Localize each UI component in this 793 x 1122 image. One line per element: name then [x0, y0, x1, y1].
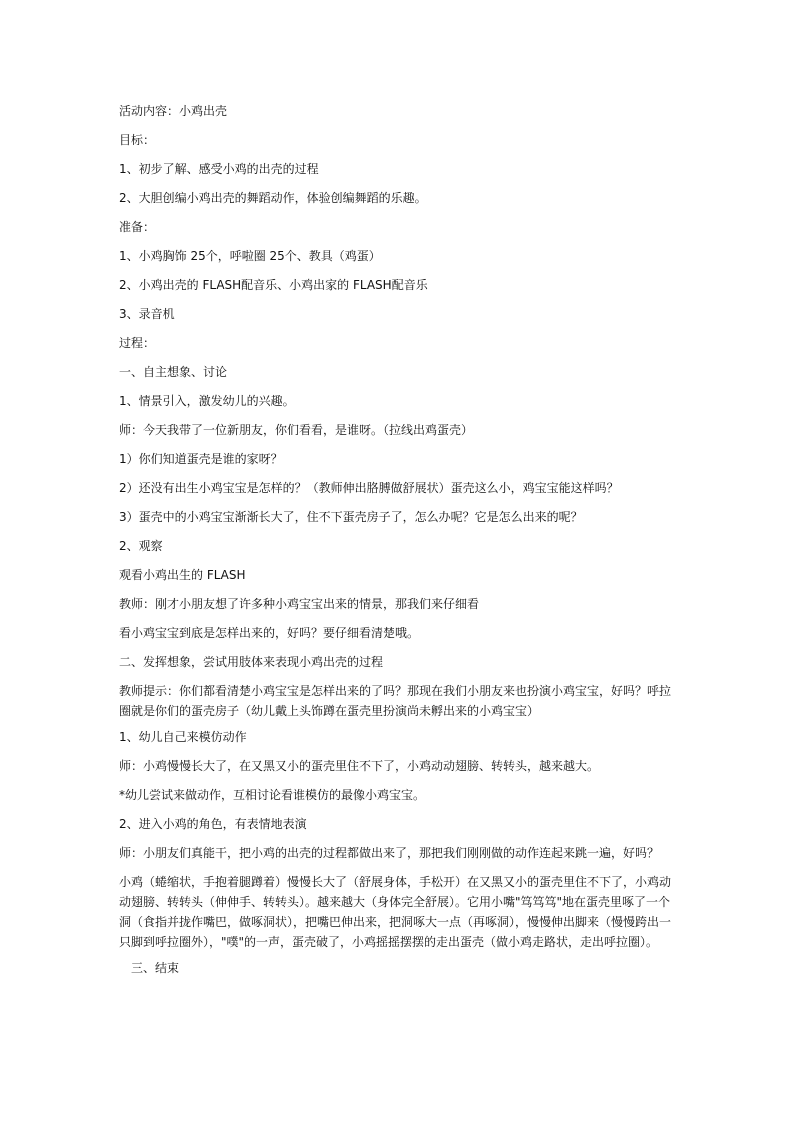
teacher-line-5: 师：小朋友们真能干，把小鸡的出壳的过程都做出来了，那把我们刚刚做的动作连起来跳一遍，好吗？ [119, 846, 660, 860]
watch-flash-line: 观看小鸡出生的 FLASH [119, 568, 246, 582]
preparation-item-1: 1、小鸡胸饰 25个，呼啦圈 25个、教具（鸡蛋） [119, 249, 381, 263]
teacher-prompt-paragraph: 教师提示：你们都看清楚小鸡宝宝是怎样出来的了吗？那现在我们小朋友来也扮演小鸡宝宝，好吗？呼拉圈就是你们的蛋壳房子（幼儿戴上头饰蹲在蛋壳里扮演尚未孵出来的小鸡宝宝） [119, 684, 672, 718]
question-2: 2）还没有出生小鸡宝宝是怎样的？（教师伸出胳膊做舒展状）蛋壳这么小，鸡宝宝能这样吗？ [119, 481, 619, 495]
activity-title: 活动内容：小鸡出壳 [119, 104, 228, 118]
section-one-item-1: 1、情景引入，激发幼儿的兴趣。 [119, 394, 295, 408]
preparation-item-2: 2、小鸡出壳的 FLASH配音乐、小鸡出家的 FLASH配音乐 [119, 278, 428, 292]
section-two-heading: 二、发挥想象，尝试用肢体来表现小鸡出壳的过程 [119, 655, 384, 669]
section-one-heading: 一、自主想象、讨论 [119, 365, 228, 379]
preparation-item-3: 3、录音机 [119, 307, 175, 321]
question-3: 3）蛋壳中的小鸡宝宝渐渐长大了，住不下蛋壳房子了，怎么办呢？它是怎么出来的呢？ [119, 510, 583, 524]
section-two-item-1: 1、幼儿自己来模仿动作 [119, 730, 247, 744]
goal-item-1: 1、初步了解、感受小鸡的出壳的过程 [119, 162, 319, 176]
question-1: 1）你们知道蛋壳是谁的家呀？ [119, 452, 283, 466]
performance-description-paragraph: 小鸡（蜷缩状，手抱着腿蹲着）慢慢长大了（舒展身体，手松开）在又黑又小的蛋壳里住不下了，小鸡动动翅膀、转转头（伸伸手、转转头）。越来越大（身体完全舒展）。它用小嘴"笃笃笃"地在蛋壳里啄了一个洞（食指并拢作嘴巴，做啄洞状），把嘴巴伸出来，把洞啄大一点（再啄洞），慢慢伸出脚来（慢慢跨出一只脚到呼拉圈外），"噗"的一声，蛋壳破了，小鸡摇摇摆摆的走出蛋壳（做小鸡走路状，走出呼拉圈）。 [119, 875, 672, 949]
section-two-item-2: 2、进入小鸡的角色，有表情地表演 [119, 817, 307, 831]
process-heading: 过程： [119, 336, 156, 350]
goals-heading: 目标： [119, 133, 156, 147]
goal-item-2: 2、大胆创编小鸡出壳的舞蹈动作，体验创编舞蹈的乐趣。 [119, 191, 427, 205]
document-body [119, 101, 679, 987]
teacher-line-2: 教师：刚才小朋友想了许多种小鸡宝宝出来的情景，那我们来仔细看 [119, 597, 480, 611]
section-three-heading: 三、结束 [131, 961, 180, 975]
preparation-heading: 准备： [119, 220, 156, 234]
teacher-line-1: 师：今天我带了一位新朋友，你们看看，是谁呀。（拉线出鸡蛋壳） [119, 423, 474, 437]
activity-note: *幼儿尝试来做动作，互相讨论看谁模仿的最像小鸡宝宝。 [119, 788, 426, 802]
teacher-line-3: 看小鸡宝宝到底是怎样出来的，好吗？要仔细看清楚哦。 [119, 626, 420, 640]
observe-heading: 2、观察 [119, 539, 163, 553]
teacher-line-4: 师：小鸡慢慢长大了，在又黑又小的蛋壳里住不下了，小鸡动动翅膀、转转头，越来越大。 [119, 759, 600, 773]
